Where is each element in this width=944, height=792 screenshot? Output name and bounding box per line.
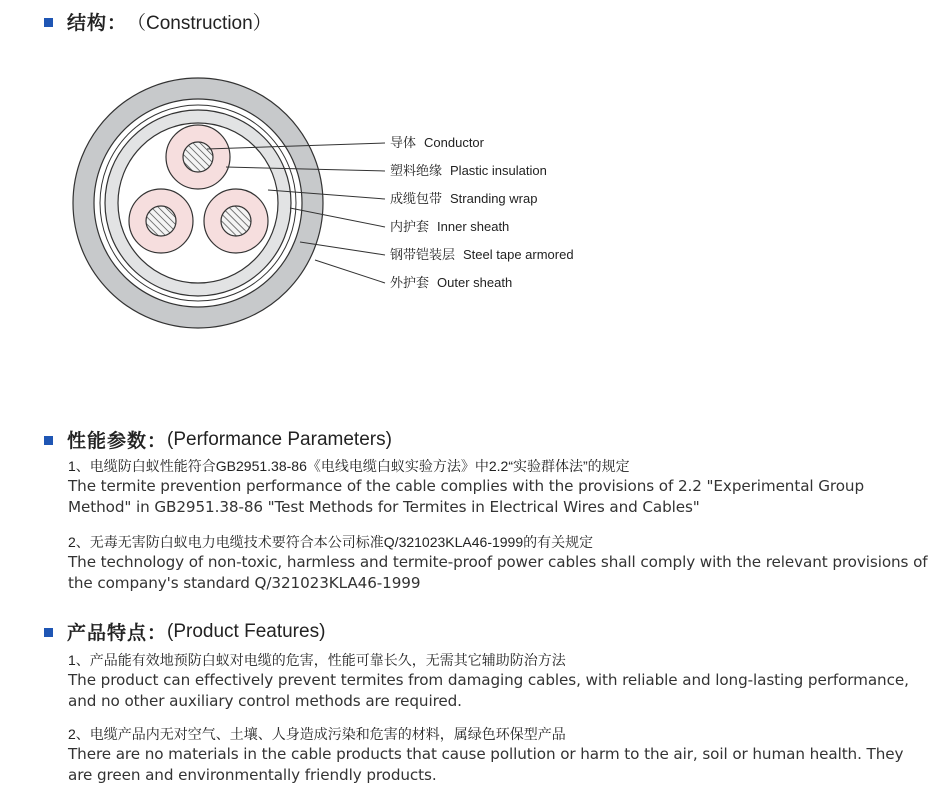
construction-title-en: （Construction） [127, 13, 272, 34]
label-plastic-insulation: 塑料绝缘 Plastic insulation [390, 163, 547, 178]
performance-title-zh: 性能参数： [67, 431, 168, 452]
square-bullet-icon [44, 628, 53, 637]
features-item-2 [68, 724, 928, 786]
core-right [204, 189, 268, 253]
label-outer-sheath: 外护套 Outer sheath [390, 275, 513, 290]
features-item-2-zh: 2、电缆产品内无对空气、土壤、人身造成污染和危害的材料，属绿色环保型产品 [68, 726, 566, 742]
construction-heading [44, 8, 272, 35]
features-title-zh: 产品特点： [67, 623, 168, 644]
features-item-1-en: The product can effectively prevent termites from damaging cables, with reliable and long-lasting performance, and no other auxiliary control methods are required. [68, 671, 909, 710]
features-heading [44, 618, 325, 645]
features-title-en: (Product Features) [167, 620, 326, 642]
square-bullet-icon [44, 18, 53, 27]
features-item-1-zh: 1、产品能有效地预防白蚁对电缆的危害，性能可靠长久，无需其它辅助防治方法 [68, 652, 566, 668]
label-conductor: 导体 Conductor [390, 135, 484, 150]
label-steel-tape-armored: 钢带铠装层 Steel tape armored [390, 247, 574, 262]
features-item-1 [68, 650, 928, 712]
label-inner-sheath: 内护套 Inner sheath [390, 219, 510, 234]
performance-title-en: (Performance Parameters) [167, 428, 392, 450]
performance-item-2-en: The technology of non-toxic, harmless and termite-proof power cables shall comply with the relevant provisions of the company's standard Q/321023KLA46-1999 [68, 553, 928, 592]
performance-heading [44, 426, 392, 453]
performance-item-1-zh: 1、电缆防白蚁性能符合GB2951.38-86《电线电缆白蚁实验方法》中2.2“实验群体法”的规定 [68, 458, 630, 474]
performance-item-2 [68, 532, 928, 594]
features-item-2-en: There are no materials in the cable products that cause pollution or harm to the air, soil or human health. They are green and environmentally friendly products. [68, 745, 904, 784]
core-left [129, 189, 193, 253]
performance-item-2-zh: 2、无毒无害防白蚁电力电缆技术要符合本公司标准Q/321023KLA46-1999的有关规定 [68, 534, 594, 550]
cable-cross-section-diagram [0, 60, 944, 400]
construction-title-zh: 结构： [67, 13, 128, 34]
label-stranding-wrap: 成缆包带 Stranding wrap [390, 191, 538, 206]
square-bullet-icon [44, 436, 53, 445]
performance-item-1-en: The termite prevention performance of the cable complies with the provisions of 2.2 "Experimental Group Method" in GB2951.38-86 "Test Methods for Termites in Electrical Wires and Cables" [68, 477, 864, 516]
core-top [166, 125, 230, 189]
performance-item-1 [68, 456, 928, 518]
